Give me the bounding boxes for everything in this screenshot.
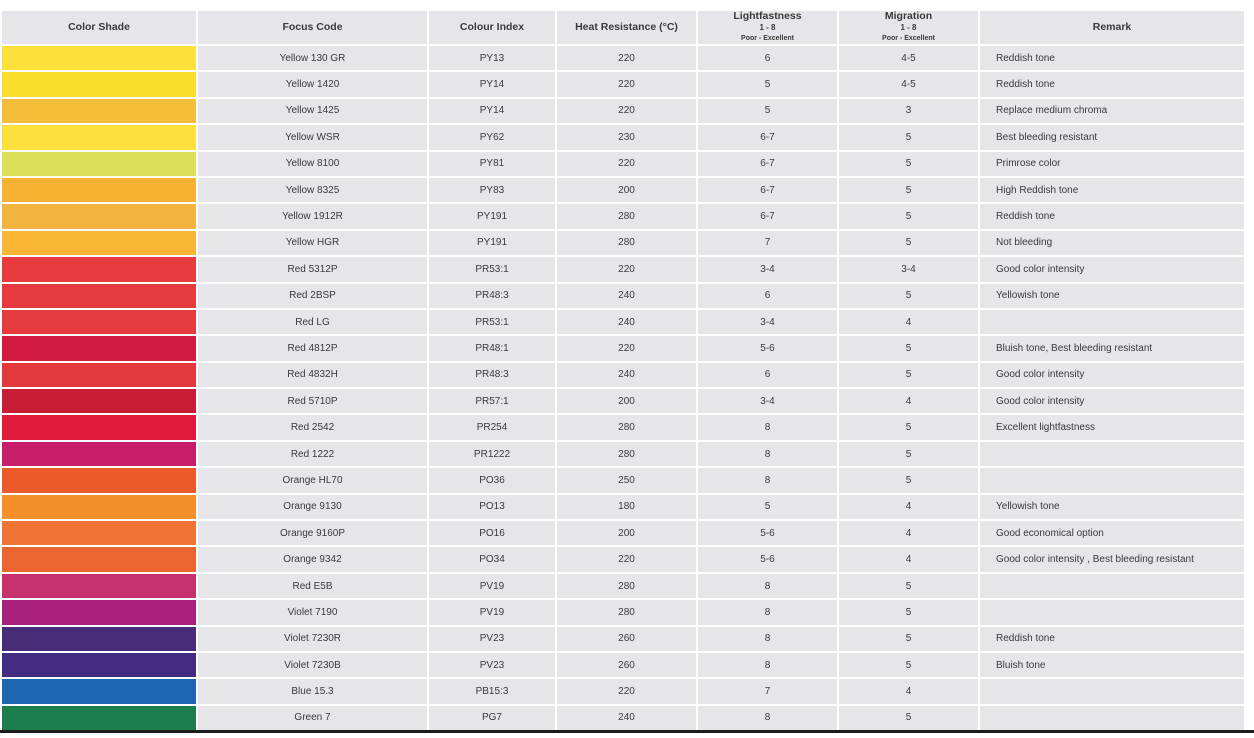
focus-code-cell: Red 1222 [198, 442, 427, 466]
migration-cell: 5 [839, 231, 978, 255]
colour-index-cell: PY14 [429, 72, 555, 96]
colour-index-cell: PR48:3 [429, 284, 555, 308]
heat-resistance-cell: 220 [557, 152, 696, 176]
remark-cell: Bluish tone, Best bleeding resistant [980, 336, 1244, 360]
remark-cell: Bluish tone [980, 653, 1244, 677]
migration-cell: 5 [839, 336, 978, 360]
lightfastness-cell: 6 [698, 363, 837, 387]
lightfastness-cell: 8 [698, 600, 837, 624]
lightfastness-cell: 6-7 [698, 152, 837, 176]
colour-index-cell: PR53:1 [429, 310, 555, 334]
lightfastness-cell: 8 [698, 574, 837, 598]
remark-cell [980, 442, 1244, 466]
remark-cell [980, 679, 1244, 703]
table-row [2, 310, 1244, 334]
pigment-table [0, 9, 1246, 732]
focus-code-cell: Yellow 8100 [198, 152, 427, 176]
remark-cell: Good color intensity [980, 363, 1244, 387]
heat-resistance-cell: 280 [557, 231, 696, 255]
table-row [2, 521, 1244, 545]
colour-index-cell: PV19 [429, 574, 555, 598]
heat-resistance-cell: 220 [557, 336, 696, 360]
focus-code-cell: Red LG [198, 310, 427, 334]
remark-cell: Good color intensity [980, 389, 1244, 413]
colour-index-cell: PY13 [429, 46, 555, 70]
heat-resistance-cell: 200 [557, 389, 696, 413]
color-swatch [2, 521, 196, 545]
color-swatch [2, 415, 196, 439]
table-row [2, 547, 1244, 571]
lightfastness-cell: 3-4 [698, 257, 837, 281]
lightfastness-cell: 3-4 [698, 389, 837, 413]
color-swatch [2, 152, 196, 176]
color-swatch [2, 178, 196, 202]
lightfastness-cell: 8 [698, 653, 837, 677]
migration-cell: 5 [839, 415, 978, 439]
migration-cell: 5 [839, 706, 978, 730]
color-swatch [2, 389, 196, 413]
table-row [2, 46, 1244, 70]
colour-index-cell: PG7 [429, 706, 555, 730]
table-row [2, 125, 1244, 149]
pigment-table-sheet [0, 9, 1246, 732]
remark-cell: Reddish tone [980, 72, 1244, 96]
lightfastness-cell: 3-4 [698, 310, 837, 334]
table-row [2, 99, 1244, 123]
color-swatch [2, 363, 196, 387]
migration-cell: 4-5 [839, 46, 978, 70]
remark-cell [980, 600, 1244, 624]
color-swatch [2, 706, 196, 730]
migration-cell: 4 [839, 521, 978, 545]
migration-cell: 5 [839, 178, 978, 202]
focus-code-cell: Red 2BSP [198, 284, 427, 308]
colour-index-cell: PY191 [429, 204, 555, 228]
remark-cell: Excellent lightfastness [980, 415, 1244, 439]
focus-code-cell: Orange HL70 [198, 468, 427, 492]
color-swatch [2, 257, 196, 281]
heat-resistance-cell: 220 [557, 72, 696, 96]
lightfastness-cell: 8 [698, 706, 837, 730]
lightfastness-cell: 5 [698, 495, 837, 519]
lightfastness-cell: 5-6 [698, 336, 837, 360]
table-row [2, 415, 1244, 439]
color-swatch [2, 627, 196, 651]
colour-index-cell: PV23 [429, 653, 555, 677]
color-swatch [2, 495, 196, 519]
table-row [2, 627, 1244, 651]
remark-cell: Reddish tone [980, 627, 1244, 651]
table-row [2, 442, 1244, 466]
focus-code-cell: Orange 9160P [198, 521, 427, 545]
heat-resistance-cell: 280 [557, 574, 696, 598]
header-migration-scale: 1 - 8 [900, 23, 917, 32]
focus-code-cell: Yellow HGR [198, 231, 427, 255]
focus-code-cell: Red 4832H [198, 363, 427, 387]
migration-cell: 5 [839, 204, 978, 228]
lightfastness-cell: 7 [698, 231, 837, 255]
remark-cell: Not bleeding [980, 231, 1244, 255]
remark-cell: Good economical option [980, 521, 1244, 545]
lightfastness-cell: 6 [698, 46, 837, 70]
table-row [2, 178, 1244, 202]
table-row [2, 152, 1244, 176]
header-migration-range: Poor - Excellent [882, 35, 935, 42]
color-swatch [2, 468, 196, 492]
heat-resistance-cell: 180 [557, 495, 696, 519]
lightfastness-cell: 5-6 [698, 521, 837, 545]
header-migration-title: Migration [884, 11, 933, 22]
colour-index-cell: PO34 [429, 547, 555, 571]
heat-resistance-cell: 220 [557, 99, 696, 123]
remark-cell: High Reddish tone [980, 178, 1244, 202]
heat-resistance-cell: 280 [557, 600, 696, 624]
focus-code-cell: Green 7 [198, 706, 427, 730]
migration-cell: 3-4 [839, 257, 978, 281]
migration-cell: 4 [839, 389, 978, 413]
color-swatch [2, 204, 196, 228]
remark-cell [980, 706, 1244, 730]
focus-code-cell: Yellow WSR [198, 125, 427, 149]
color-swatch [2, 284, 196, 308]
focus-code-cell: Yellow 8325 [198, 178, 427, 202]
colour-index-cell: PR1222 [429, 442, 555, 466]
colour-index-cell: PY191 [429, 231, 555, 255]
color-swatch [2, 574, 196, 598]
colour-index-cell: PY81 [429, 152, 555, 176]
remark-cell [980, 468, 1244, 492]
table-row [2, 706, 1244, 730]
header-colour-index: Colour Index [429, 11, 555, 44]
colour-index-cell: PO13 [429, 495, 555, 519]
header-lightfastness [698, 11, 837, 44]
heat-resistance-cell: 200 [557, 521, 696, 545]
lightfastness-cell: 6 [698, 284, 837, 308]
table-row [2, 468, 1244, 492]
lightfastness-cell: 5 [698, 72, 837, 96]
migration-cell: 5 [839, 152, 978, 176]
colour-index-cell: PR254 [429, 415, 555, 439]
header-remark: Remark [980, 11, 1244, 44]
focus-code-cell: Violet 7230B [198, 653, 427, 677]
color-swatch [2, 600, 196, 624]
heat-resistance-cell: 240 [557, 363, 696, 387]
remark-cell: Yellowish tone [980, 284, 1244, 308]
heat-resistance-cell: 280 [557, 442, 696, 466]
colour-index-cell: PY83 [429, 178, 555, 202]
focus-code-cell: Violet 7190 [198, 600, 427, 624]
lightfastness-cell: 8 [698, 468, 837, 492]
header-lightfastness-range: Poor - Excellent [741, 35, 794, 42]
colour-index-cell: PR48:3 [429, 363, 555, 387]
table-row [2, 389, 1244, 413]
table-row [2, 363, 1244, 387]
focus-code-cell: Yellow 1425 [198, 99, 427, 123]
migration-cell: 3 [839, 99, 978, 123]
migration-cell: 5 [839, 468, 978, 492]
lightfastness-cell: 8 [698, 415, 837, 439]
lightfastness-cell: 6-7 [698, 204, 837, 228]
remark-cell: Good color intensity , Best bleeding resistant [980, 547, 1244, 571]
heat-resistance-cell: 240 [557, 284, 696, 308]
heat-resistance-cell: 200 [557, 178, 696, 202]
table-row [2, 600, 1244, 624]
focus-code-cell: Yellow 130 GR [198, 46, 427, 70]
heat-resistance-cell: 220 [557, 679, 696, 703]
color-swatch [2, 547, 196, 571]
table-row [2, 72, 1244, 96]
colour-index-cell: PV23 [429, 627, 555, 651]
focus-code-cell: Blue 15.3 [198, 679, 427, 703]
color-swatch [2, 72, 196, 96]
table-row [2, 336, 1244, 360]
color-swatch [2, 653, 196, 677]
remark-cell: Reddish tone [980, 204, 1244, 228]
heat-resistance-cell: 260 [557, 653, 696, 677]
focus-code-cell: Yellow 1420 [198, 72, 427, 96]
migration-cell: 5 [839, 653, 978, 677]
table-row [2, 231, 1244, 255]
migration-cell: 5 [839, 574, 978, 598]
color-swatch [2, 336, 196, 360]
colour-index-cell: PO36 [429, 468, 555, 492]
remark-cell: Primrose color [980, 152, 1244, 176]
heat-resistance-cell: 280 [557, 204, 696, 228]
remark-cell [980, 574, 1244, 598]
migration-cell: 5 [839, 284, 978, 308]
lightfastness-cell: 6-7 [698, 178, 837, 202]
table-row [2, 574, 1244, 598]
header-lightfastness-scale: 1 - 8 [759, 23, 776, 32]
colour-index-cell: PY14 [429, 99, 555, 123]
heat-resistance-cell: 220 [557, 46, 696, 70]
focus-code-cell: Yellow 1912R [198, 204, 427, 228]
lightfastness-cell: 8 [698, 442, 837, 466]
colour-index-cell: PO16 [429, 521, 555, 545]
remark-cell: Yellowish tone [980, 495, 1244, 519]
color-swatch [2, 99, 196, 123]
table-row [2, 204, 1244, 228]
migration-cell: 4-5 [839, 72, 978, 96]
colour-index-cell: PR53:1 [429, 257, 555, 281]
bottom-border-line [0, 730, 1254, 733]
migration-cell: 5 [839, 363, 978, 387]
migration-cell: 4 [839, 679, 978, 703]
migration-cell: 4 [839, 547, 978, 571]
lightfastness-cell: 6-7 [698, 125, 837, 149]
table-row [2, 257, 1244, 281]
color-swatch [2, 679, 196, 703]
header-row [2, 11, 1244, 44]
table-row [2, 679, 1244, 703]
focus-code-cell: Violet 7230R [198, 627, 427, 651]
header-migration [839, 11, 978, 44]
color-swatch [2, 310, 196, 334]
table-body [2, 46, 1244, 730]
focus-code-cell: Red 5312P [198, 257, 427, 281]
lightfastness-cell: 5 [698, 99, 837, 123]
remark-cell: Replace medium chroma [980, 99, 1244, 123]
header-heat-resistance: Heat Resistance (°C) [557, 11, 696, 44]
table-row [2, 284, 1244, 308]
focus-code-cell: Red E5B [198, 574, 427, 598]
migration-cell: 4 [839, 495, 978, 519]
migration-cell: 4 [839, 310, 978, 334]
heat-resistance-cell: 220 [557, 547, 696, 571]
colour-index-cell: PB15:3 [429, 679, 555, 703]
heat-resistance-cell: 250 [557, 468, 696, 492]
heat-resistance-cell: 260 [557, 627, 696, 651]
focus-code-cell: Red 2542 [198, 415, 427, 439]
heat-resistance-cell: 220 [557, 257, 696, 281]
heat-resistance-cell: 240 [557, 310, 696, 334]
colour-index-cell: PY62 [429, 125, 555, 149]
header-color-shade: Color Shade [2, 11, 196, 44]
remark-cell: Good color intensity [980, 257, 1244, 281]
focus-code-cell: Red 5710P [198, 389, 427, 413]
header-focus-code: Focus Code [198, 11, 427, 44]
remark-cell: Best bleeding resistant [980, 125, 1244, 149]
migration-cell: 5 [839, 627, 978, 651]
heat-resistance-cell: 240 [557, 706, 696, 730]
focus-code-cell: Red 4812P [198, 336, 427, 360]
header-lightfastness-title: Lightfastness [733, 11, 802, 22]
focus-code-cell: Orange 9130 [198, 495, 427, 519]
lightfastness-cell: 8 [698, 627, 837, 651]
focus-code-cell: Orange 9342 [198, 547, 427, 571]
colour-index-cell: PR48:1 [429, 336, 555, 360]
heat-resistance-cell: 230 [557, 125, 696, 149]
table-row [2, 653, 1244, 677]
heat-resistance-cell: 280 [557, 415, 696, 439]
migration-cell: 5 [839, 442, 978, 466]
colour-index-cell: PR57:1 [429, 389, 555, 413]
color-swatch [2, 125, 196, 149]
colour-index-cell: PV19 [429, 600, 555, 624]
color-swatch [2, 231, 196, 255]
lightfastness-cell: 5-6 [698, 547, 837, 571]
remark-cell [980, 310, 1244, 334]
color-swatch [2, 46, 196, 70]
remark-cell: Reddish tone [980, 46, 1244, 70]
table-row [2, 495, 1244, 519]
migration-cell: 5 [839, 125, 978, 149]
lightfastness-cell: 7 [698, 679, 837, 703]
color-swatch [2, 442, 196, 466]
migration-cell: 5 [839, 600, 978, 624]
